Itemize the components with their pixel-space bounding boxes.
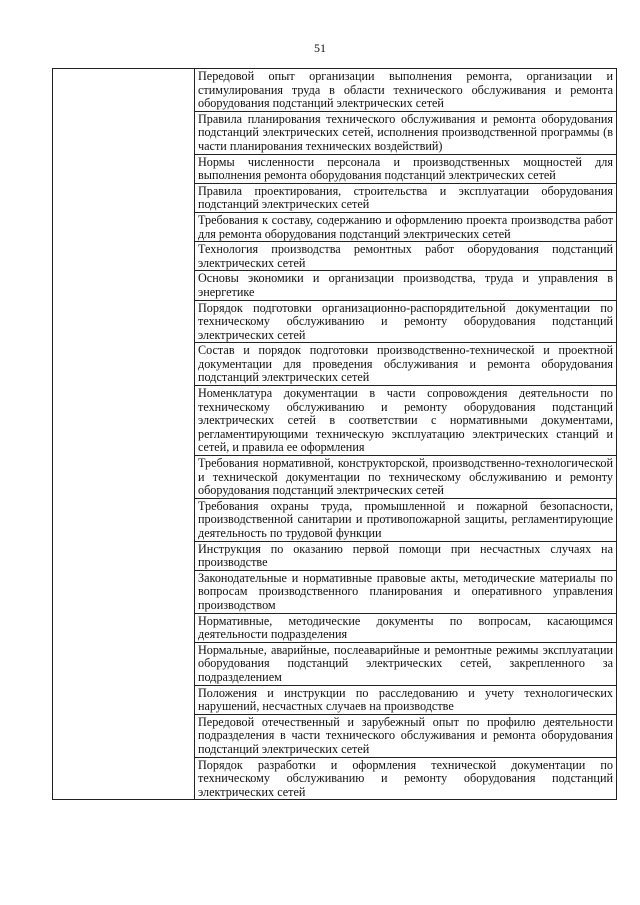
knowledge-requirements-table <box>52 68 617 800</box>
requirement-cell <box>195 541 617 570</box>
requirement-text: Технология производства ремонтных работ оборудования подстанций электрических сетей <box>198 242 613 270</box>
requirement-cell <box>195 343 617 386</box>
requirement-text: Требования охраны труда, промышленной и пожарной безопасности, производственной санитарии и противопожарной защиты, регламентирующие деятельность по трудовой функции <box>198 498 613 540</box>
page-number: 51 <box>314 41 326 55</box>
requirement-cell <box>195 613 617 642</box>
requirement-cell <box>195 300 617 343</box>
requirement-text: Инструкция по оказанию первой помощи при несчастных случаях на производстве <box>198 541 613 570</box>
requirement-text: Основы экономики и организации производства, труда и управления в энергетике <box>198 271 613 299</box>
requirement-text: Правила проектирования, строительства и эксплуатации оборудования подстанций электрических сетей <box>198 183 613 212</box>
requirement-text: Номенклатура документации в части сопровождения деятельности по техническому обслуживанию и ремонту оборудования подстанций электрических сетей в соответствии с нормативными документами, регламентирующими техническую эксплуатацию электрических станций и сетей, и правила ее оформления <box>198 386 613 455</box>
label-column-cell <box>53 69 195 800</box>
requirement-cell <box>195 242 617 271</box>
requirement-cell <box>195 386 617 456</box>
requirement-text: Правила планирования технического обслуживания и ремонта оборудования подстанций электрических сетей, исполнения производственной программы (в части планирования технических воздействий) <box>198 111 613 153</box>
requirement-text: Нормативные, методические документы по вопросам, касающимся деятельности подразделения <box>198 613 613 642</box>
requirement-text: Требования к составу, содержанию и оформлению проекта производства работ для ремонта оборудования подстанций электрических сетей <box>198 212 613 241</box>
requirement-cell <box>195 183 617 212</box>
requirement-cell <box>195 685 617 714</box>
requirement-cell <box>195 714 617 757</box>
requirement-cell <box>195 69 617 112</box>
requirement-cell <box>195 271 617 300</box>
requirement-cell <box>195 111 617 154</box>
requirement-text: Нормальные, аварийные, послеаварийные и ремонтные режимы эксплуатации оборудования подстанций электрических сетей, закрепленного за подразделением <box>198 642 613 684</box>
requirement-text: Передовой отечественный и зарубежный опыт по профилю деятельности подразделения в части технического обслуживания и ремонта оборудования подстанций электрических сетей <box>198 714 613 756</box>
requirement-cell <box>195 154 617 183</box>
requirement-cell <box>195 212 617 241</box>
requirement-cell <box>195 757 617 800</box>
requirement-text: Передовой опыт организации выполнения ремонта, организации и стимулирования труда в области технического обслуживания и ремонта оборудования подстанций электрических сетей <box>198 69 613 111</box>
requirement-text: Порядок разработки и оформления технической документации по техническому обслуживанию и ремонту оборудования подстанций электрических сетей <box>198 757 613 799</box>
requirement-text: Требования нормативной, конструкторской, производственно-технологической и технической документации по техническому обслуживанию и ремонту оборудования подстанций электрических сетей <box>198 456 613 498</box>
table-row <box>53 69 617 112</box>
requirement-cell <box>195 642 617 685</box>
requirement-text: Состав и порядок подготовки производственно-технической и проектной документации для проведения обслуживания и ремонта оборудования подстанций электрических сетей <box>198 343 613 385</box>
requirement-text: Порядок подготовки организационно-распорядительной документации по техническому обслуживанию и ремонту оборудования подстанций электрических сетей <box>198 300 613 342</box>
requirement-text: Положения и инструкции по расследованию и учету технологических нарушений, несчастных случаев на производстве <box>198 685 613 714</box>
requirement-text: Нормы численности персонала и производственных мощностей для выполнения ремонта оборудования подстанций электрических сетей <box>198 154 613 183</box>
requirement-cell <box>195 570 617 613</box>
requirement-cell <box>195 498 617 541</box>
requirement-text: Законодательные и нормативные правовые акты, методические материалы по вопросам производственного планирования и оперативного управления производством <box>198 570 613 612</box>
requirement-cell <box>195 456 617 499</box>
